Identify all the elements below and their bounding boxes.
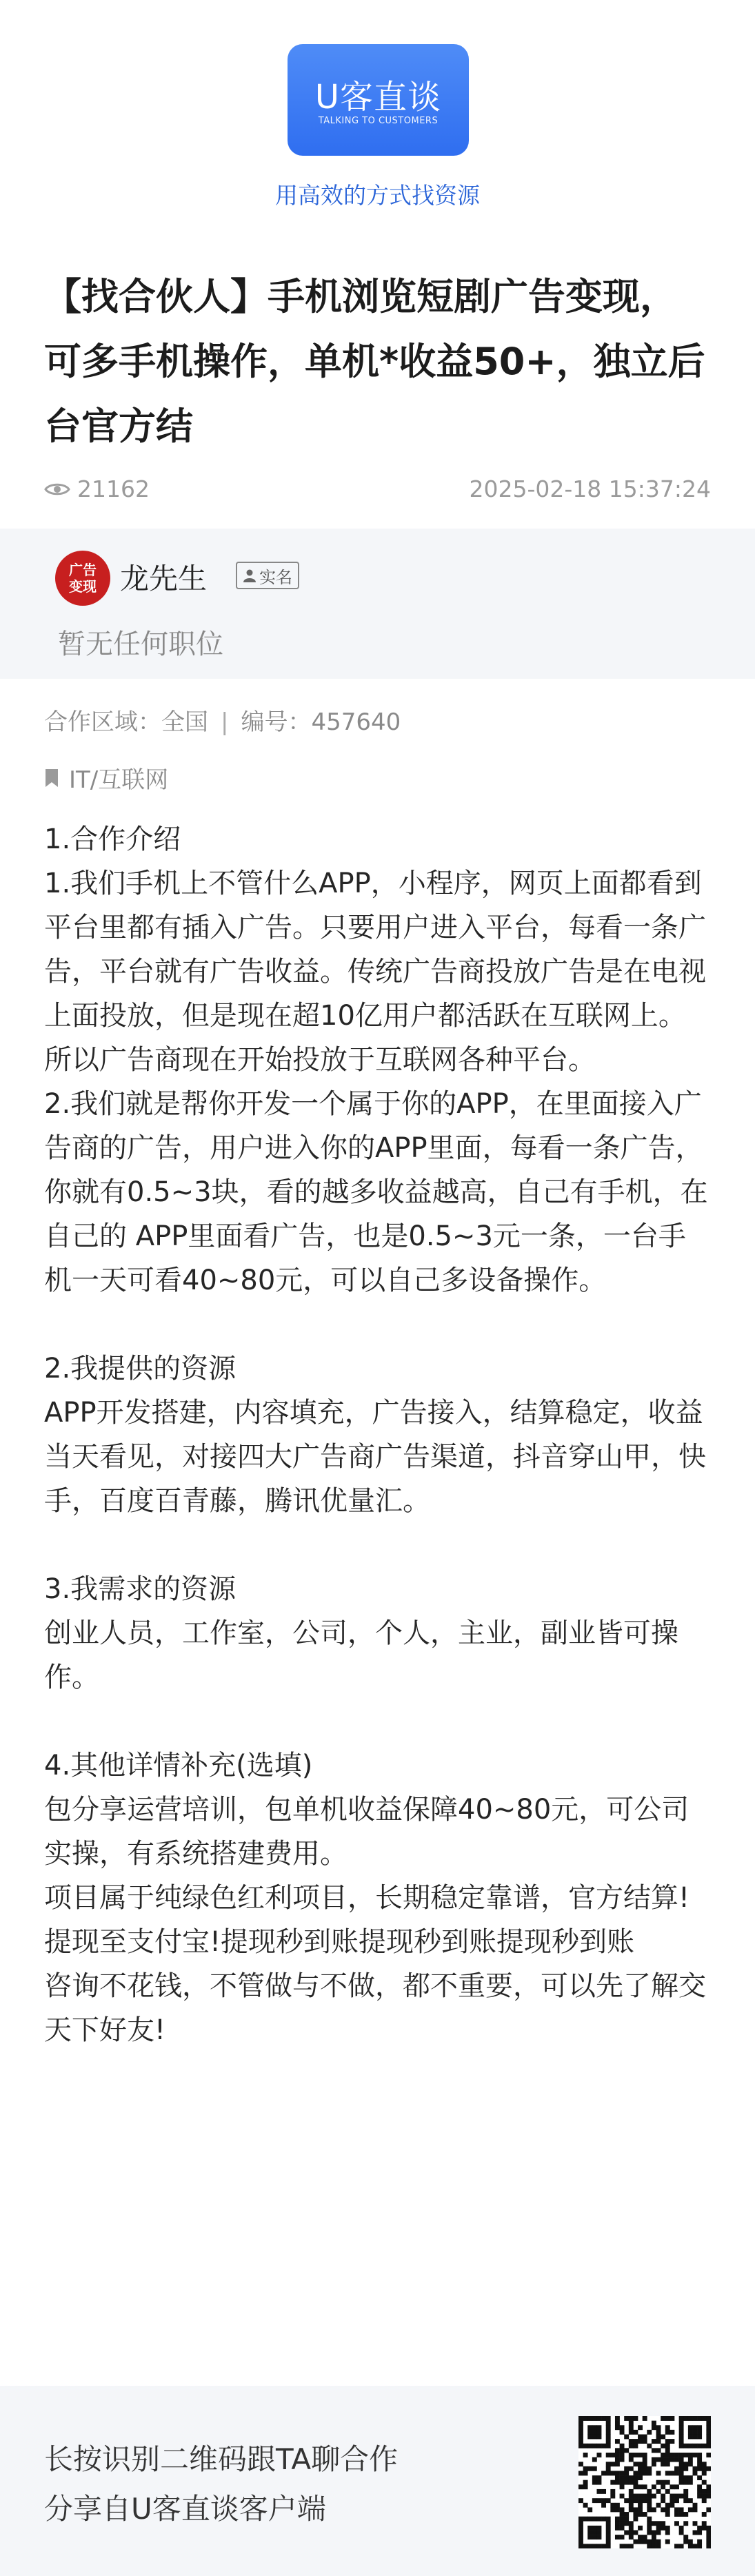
content-paragraph: 3.我需求的资源 (44, 1573, 236, 1605)
category-tag (44, 761, 168, 795)
app-logo (288, 44, 469, 156)
content-paragraph: 1.合作介绍 (44, 824, 181, 855)
avatar[interactable] (55, 551, 110, 606)
content-paragraph: 2.我提供的资源 (44, 1353, 236, 1384)
content-paragraph: 咨询不花钱，不管做与不做，都不重要，可以先了解交天下好友! (44, 1970, 706, 2046)
avatar-text-bottom: 变现 (69, 578, 97, 595)
logo-title: U客直谈 (314, 78, 442, 116)
category-tag-label: IT/互联网 (69, 766, 169, 794)
cooperation-region: 合作区域：全国 (44, 708, 208, 736)
cooperation-info (44, 703, 401, 737)
content-paragraph: 2.我们就是帮你开发一个属于你的APP，在里面接入广告商的广告，用户进入你的APP里面，每看一条广告，你就有0.5~3块，看的越多收益越高，自己有手机，在自己的 APP里面看广告，也是0.5~3元一条，一台手机一天可看40~80元，可以自己多设备操作。 (44, 1088, 708, 1296)
logo-subtitle: TALKING TO CUSTOMERS (318, 116, 439, 126)
content-paragraph: 项目属于纯绿色红利项目，长期稳定靠谱，官方结算!提现至支付宝!提现秒到账提现秒到账提现秒到账 (44, 1882, 690, 1958)
slogan: 用高效的方式找资源 (275, 182, 480, 209)
post-id: 编号：457640 (241, 708, 401, 736)
person-icon (243, 569, 256, 582)
content-spacer (44, 1699, 713, 1744)
content-spacer (44, 1523, 713, 1567)
view-count-value: 21162 (77, 476, 150, 502)
verified-badge-label: 实名 (259, 567, 292, 587)
author-card[interactable] (0, 529, 755, 679)
content-paragraph: 包分享运营培训，包单机收益保障40~80元，可公司实操，有系统搭建费用。 (44, 1794, 689, 1870)
eye-icon (44, 481, 70, 498)
content-paragraph: 1.我们手机上不管什么APP，小程序，网页上面都看到平台里都有插入广告。只要用户进入平台，每看一条广告，平台就有广告收益。传统广告商投放广告是在电视上面投放，但是现在超10亿用户都活跃在互联网上。所以广告商现在开始投放于互联网各种平台。 (44, 868, 706, 1076)
content-paragraph: 4.其他详情补充(选填) (44, 1750, 313, 1781)
content-paragraph: 创业人员，工作室，公司，个人，主业，副业皆可操作。 (44, 1617, 678, 1693)
author-name: 龙先生 (120, 562, 208, 595)
share-source: 分享自U客直谈客户端 (44, 2492, 326, 2526)
info-separator: | (221, 708, 229, 736)
content-paragraph: APP开发搭建，内容填充，广告接入，结算稳定，收益当天看见，对接四大广告商广告渠道，抖音穿山甲，快手，百度百青藤，腾讯优量汇。 (44, 1397, 706, 1517)
post-title: 【找合伙人】手机浏览短剧广告变现，可多手机操作，单机*收益50+，独立后台官方结 (44, 275, 705, 448)
author-job: 暂无任何职位 (58, 628, 223, 660)
bookmark-icon (44, 768, 59, 788)
post-meta (44, 476, 711, 506)
post-content (44, 817, 713, 2052)
qr-hint: 长按识别二维码跟TA聊合作 (44, 2442, 399, 2476)
avatar-text-top: 广告 (69, 562, 97, 578)
share-footer (0, 2386, 755, 2576)
qr-code[interactable] (578, 2416, 711, 2548)
verified-badge (236, 562, 299, 589)
content-spacer (44, 1302, 713, 1347)
view-count (44, 476, 150, 502)
post-date: 2025-02-18 15:37:24 (469, 476, 711, 502)
